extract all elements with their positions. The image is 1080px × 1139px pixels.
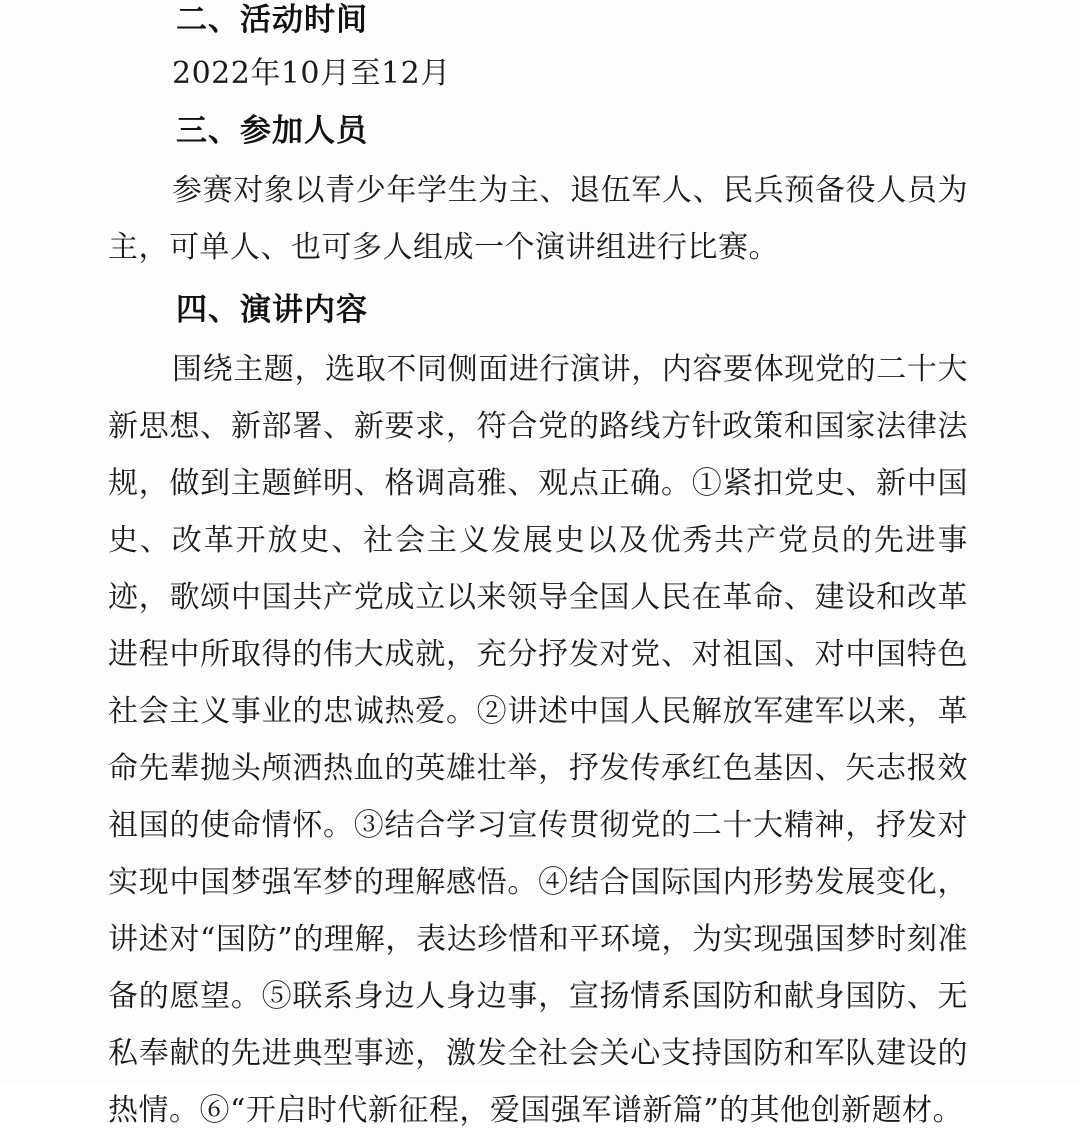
spacer (108, 153, 968, 162)
section-heading: 三、参加人员 (176, 112, 368, 149)
spacer (108, 42, 968, 51)
document-body (108, 0, 968, 1139)
spacer (108, 97, 968, 111)
section-heading: 二、活动时间 (176, 2, 368, 38)
spacer (108, 332, 968, 341)
section-activity-time (108, 0, 968, 97)
spacer (108, 276, 968, 290)
section-participants (108, 111, 968, 276)
section-speech-content (108, 290, 968, 1139)
speech-content-text: 围绕主题，选取不同侧面进行演讲，内容要体现党的二十大新思想、新部署、新要求，符合党的路线方针政策和国家法律法规，做到主题鲜明、格调高雅、观点正确。①紧扣党史、新中国史、改革开放史、社会主义发展史以及优秀共产党员的先进事迹，歌颂中国共产党成立以来领导全国人民在革命、建设和改革进程中所取得的伟大成就，充分抒发对党、对祖国、对中国特色社会主义事业的忠诚热爱。②讲述中国人民解放军建军以来，革命先辈抛头颅洒热血的英雄壮举，抒发传承红色基因、矢志报效祖国的使命情怀。③结合学习宣传贯彻党的二十大精神，抒发对实现中国梦强军梦的理解感悟。④结合国际国内形势发展变化，讲述对“国防”的理解，表达珍惜和平环境，为实现强国梦时刻准备的愿望。⑤联系身边人身边事，宣扬情系国防和献身国防、无私奉献的先进典型事迹，激发全社会关心支持国防和军队建设的热情。⑥“开启时代新征程，爱国强军谱新篇”的其他创新题材。 (108, 351, 968, 1128)
activity-time-text: 2022年10月至12月 (172, 55, 451, 91)
participants-text: 参赛对象以青少年学生为主、退伍军人、民兵预备役人员为主，可单人、也可多人组成一个演讲组进行比赛。 (108, 172, 968, 265)
section-heading: 四、演讲内容 (176, 291, 368, 328)
